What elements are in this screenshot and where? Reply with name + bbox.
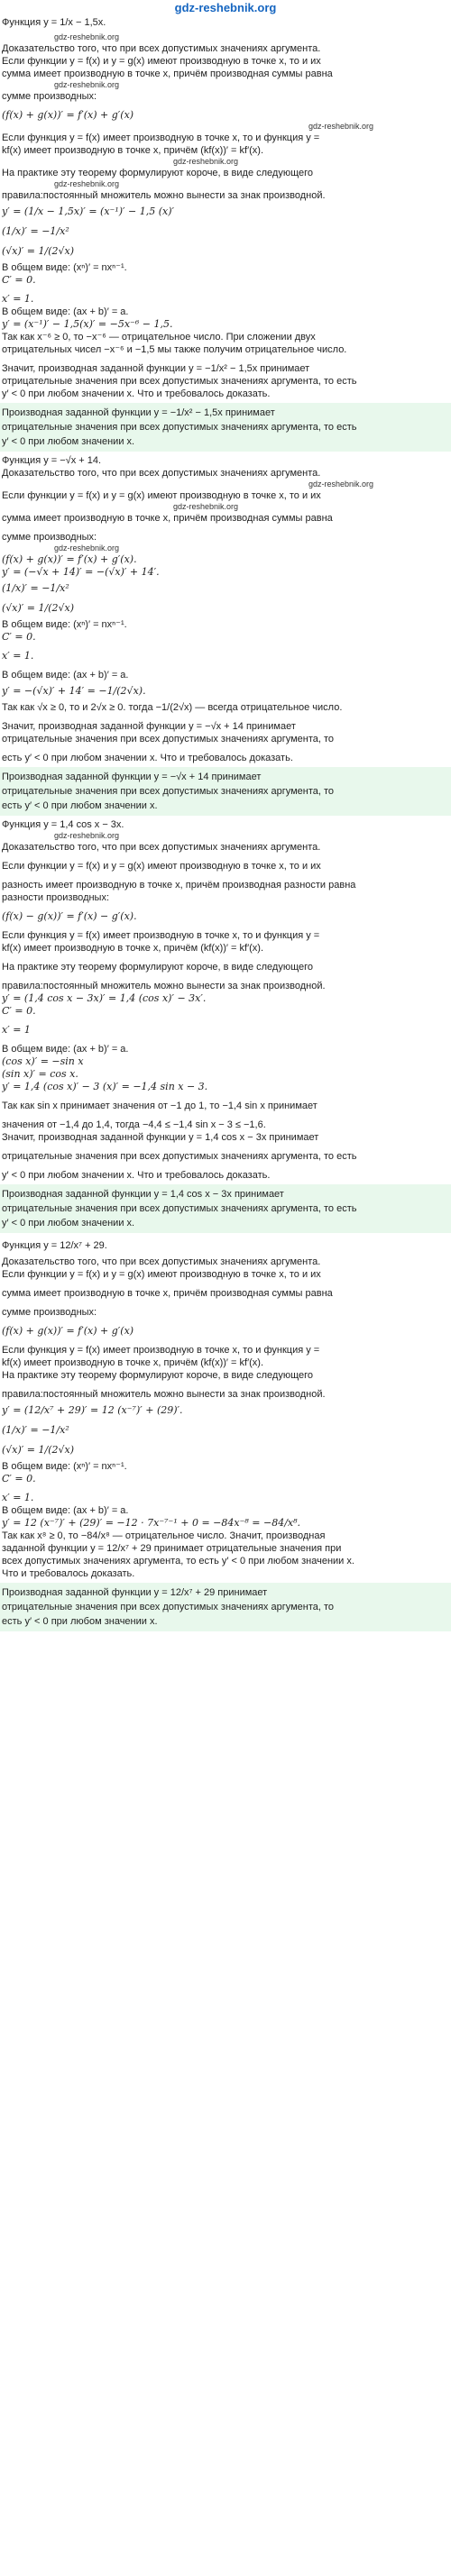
text-line: Если функция y = f(x) имеет производную в точке x, то и функция y = <box>2 930 320 941</box>
watermark: gdz-reshebnik.org <box>173 502 239 511</box>
text-line: Что и требовалось доказать. <box>2 1568 135 1579</box>
task-statement: Функция y = −√x + 14. <box>2 455 102 466</box>
formula-line: C′ = 0. <box>2 1005 36 1017</box>
formula-line: y′ = (1,4 cos x − 3x)′ = 1,4 (cos x)′ − 3x′. <box>2 992 207 1004</box>
watermark: gdz-reshebnik.org <box>308 122 374 131</box>
text-line: правила:постоянный множитель можно вынести за знак производной. <box>2 190 326 201</box>
formula-line: x′ = 1. <box>2 293 34 305</box>
text-line: значения от −1,4 до 1,4, тогда −4,4 ≤ −1,4 sin x − 3 ≤ −1,6. <box>2 1119 266 1130</box>
answer-line: y′ < 0 при любом значении x. <box>2 436 135 447</box>
text-line: отрицательные значения при всех допустимых значениях аргумента, то <box>2 734 335 744</box>
watermark: gdz-reshebnik.org <box>54 179 120 188</box>
text-line: Если функции y = f(x) и y = g(x) имеют производную в точке x, то и их <box>2 861 321 872</box>
text-line: Так как √x ≥ 0, то и 2√x ≥ 0. тогда −1/(2√x) — всегда отрицательное число. <box>2 702 343 713</box>
section-b <box>2 454 447 816</box>
text-line: kf(x) имеет производную в точке x, причём (kf(x))′ = kf′(x). <box>2 1357 264 1368</box>
answer-line: y′ < 0 при любом значении x. <box>2 1218 135 1229</box>
text-line: Если функции y = f(x) и y = g(x) имеют производную в точке x, то и их <box>2 490 321 501</box>
text-line: kf(x) имеет производную в точке x, причём (kf(x))′ = kf′(x). <box>2 943 264 954</box>
answer-line: есть y′ < 0 при любом значении x. <box>2 1616 158 1627</box>
text-line: В общем виде: (ax + b)′ = a. <box>2 1505 129 1516</box>
formula-line: C′ = 0. <box>2 274 36 286</box>
formula-line: x′ = 1. <box>2 1492 34 1503</box>
formula-line: C′ = 0. <box>2 631 36 643</box>
text-line: Значит, производная заданной функции y = −√x + 14 принимает <box>2 721 296 732</box>
answer-box <box>0 767 451 816</box>
formula-line: (√x)′ = 1/(2√x) <box>2 1444 75 1456</box>
formula-line: (cos x)′ = −sin x <box>2 1055 84 1067</box>
answer-line: Производная заданной функции y = 1,4 cos x − 3x принимает <box>2 1189 284 1200</box>
watermark: gdz-reshebnik.org <box>54 831 120 840</box>
text-line: правила:постоянный множитель можно вынести за знак производной. <box>2 1389 326 1400</box>
formula-line: x′ = 1. <box>2 650 34 662</box>
text-line: На практике эту теорему формулируют короче, в виде следующего <box>2 962 314 973</box>
answer-box <box>0 1184 451 1233</box>
formula-line: y′ = (−√x + 14)′ = −(√x)′ + 14′. <box>2 566 160 578</box>
text-line: сумма имеет производную в точке x, причём производная суммы равна <box>2 69 333 79</box>
text-line: сумме производных: <box>2 91 97 102</box>
formula-line: (f(x) + g(x))′ = f′(x) + g′(x). <box>2 553 137 565</box>
text-line: Так как x⁻⁶ ≥ 0, то −x⁻⁶ — отрицательное число. При сложении двух <box>2 332 316 343</box>
text-line: Если функция y = f(x) имеет производную в точке x, то и функция y = <box>2 1345 320 1356</box>
formula-line: (1/x)′ = −1/x² <box>2 225 69 237</box>
text-line: В общем виде: (xⁿ)′ = nxⁿ⁻¹. <box>2 619 127 630</box>
watermark: gdz-reshebnik.org <box>308 480 374 489</box>
formula-line: (√x)′ = 1/(2√x) <box>2 245 75 257</box>
section-c <box>2 818 447 1233</box>
formula-line: y′ = (12/x⁷ + 29)′ = 12 (x⁻⁷)′ + (29)′. <box>2 1404 183 1416</box>
text-line: Так как sin x принимает значения от −1 до 1, то −1,4 sin x принимает <box>2 1101 318 1111</box>
formula-line: (f(x) + g(x))′ = f′(x) + g′(x) <box>2 109 134 121</box>
task-statement: Функция y = 1,4 cos x − 3x. <box>2 819 124 830</box>
answer-box <box>0 1583 451 1631</box>
watermark: gdz-reshebnik.org <box>54 80 120 89</box>
text-line: y′ < 0 при любом значении x. Что и требовалось доказать. <box>2 388 271 399</box>
text-line: отрицательные значения при всех допустимых значениях аргумента, то есть <box>2 376 357 387</box>
text-line: В общем виде: (xⁿ)′ = nxⁿ⁻¹. <box>2 1461 127 1472</box>
formula-line: (1/x)′ = −1/x² <box>2 582 69 594</box>
watermark: gdz-reshebnik.org <box>173 157 239 166</box>
answer-line: отрицательные значения при всех допустимых значениях аргумента, то есть <box>2 1203 357 1214</box>
text-line: отрицательных чисел −x⁻⁶ и −1,5 мы также получим отрицательное число. <box>2 344 347 355</box>
text-line: В общем виде: (ax + b)′ = a. <box>2 1044 129 1055</box>
answer-line: Производная заданной функции y = −√x + 14 принимает <box>2 772 262 782</box>
text-line: Доказательство того, что при всех допустимых значениях аргумента. <box>2 842 321 853</box>
formula-line: y′ = (x⁻¹)′ − 1,5(x)′ = −5x⁻⁶ − 1,5. <box>2 318 173 330</box>
text-line: Если функции y = f(x) и y = g(x) имеют производную в точке x, то и их <box>2 1269 321 1280</box>
text-line: В общем виде: (ax + b)′ = a. <box>2 670 129 681</box>
formula-line: y′ = −(√x)′ + 14′ = −1/(2√x). <box>2 685 146 697</box>
text-line: В общем виде: (ax + b)′ = a. <box>2 306 129 317</box>
answer-line: Производная заданной функции y = 12/x⁷ + 29 принимает <box>2 1587 268 1598</box>
text-line: есть y′ < 0 при любом значении x. Что и требовалось доказать. <box>2 753 293 763</box>
formula-line: (sin x)′ = cos x. <box>2 1068 78 1080</box>
text-line: сумме производных: <box>2 1307 97 1318</box>
text-line: Доказательство того, что при всех допустимых значениях аргумента. <box>2 43 321 54</box>
text-line: Так как x⁸ ≥ 0, то −84/x⁸ — отрицательное число. Значит, производная <box>2 1530 326 1541</box>
formula-line: (f(x) + g(x))′ = f′(x) + g′(x) <box>2 1325 134 1337</box>
formula-line: y′ = 12 (x⁻⁷)′ + (29)′ = −12 · 7x⁻⁷⁻¹ + 0 = −84x⁻⁸ = −84/x⁸. <box>2 1517 301 1529</box>
text-line: всех допустимых значениях аргумента, то есть y′ < 0 при любом значении x. <box>2 1556 354 1567</box>
text-line: На практике эту теорему формулируют короче, в виде следующего <box>2 1370 314 1381</box>
formula-line: x′ = 1 <box>2 1024 31 1036</box>
text-line: отрицательные значения при всех допустимых значениях аргумента, то есть <box>2 1151 357 1162</box>
formula-line: y′ = 1,4 (cos x)′ − 3 (x)′ = −1,4 sin x − 3. <box>2 1081 208 1092</box>
answer-line: отрицательные значения при всех допустимых значениях аргумента, то <box>2 786 335 797</box>
answer-line: отрицательные значения при всех допустимых значениях аргумента, то <box>2 1602 335 1612</box>
formula-line: (1/x)′ = −1/x² <box>2 1424 69 1436</box>
answer-line: Производная заданной функции y = −1/x² − 1,5x принимает <box>2 407 275 418</box>
section-a <box>2 13 447 452</box>
text-line: Значит, производная заданной функции y = −1/x² − 1,5x принимает <box>2 363 310 374</box>
text-line: разности производных: <box>2 892 110 903</box>
text-line: разность имеет производную в точке x, причём производная разности равна <box>2 880 356 891</box>
text-line: y′ < 0 при любом значении x. Что и требовалось доказать. <box>2 1170 271 1181</box>
task-statement: Функция y = 12/x⁷ + 29. <box>2 1240 107 1251</box>
text-line: правила:постоянный множитель можно вынести за знак производной. <box>2 981 326 991</box>
formula-line: (√x)′ = 1/(2√x) <box>2 602 75 614</box>
formula-line: C′ = 0. <box>2 1473 36 1484</box>
text-line: Если функции y = f(x) и y = g(x) имеют производную в точке x, то и их <box>2 56 321 67</box>
text-line: В общем виде: (xⁿ)′ = nxⁿ⁻¹. <box>2 262 127 273</box>
text-line: сумме производных: <box>2 532 97 543</box>
solution-content <box>2 13 447 1634</box>
text-line: Если функция y = f(x) имеет производную в точке x, то и функция y = <box>2 132 320 143</box>
answer-line: отрицательные значения при всех допустимых значениях аргумента, то есть <box>2 422 357 433</box>
text-line: Доказательство того, что при всех допустимых значениях аргумента. <box>2 468 321 479</box>
text-line: На практике эту теорему формулируют короче, в виде следующего <box>2 168 314 178</box>
section-d <box>2 1236 447 1631</box>
formula-line: y′ = (1/x − 1,5x)′ = (x⁻¹)′ − 1,5 (x)′ <box>2 206 175 217</box>
formula-line: (f(x) − g(x))′ = f′(x) − g′(x). <box>2 910 137 922</box>
text-line: заданной функции y = 12/x⁷ + 29 принимает отрицательные значения при <box>2 1543 342 1554</box>
answer-box <box>0 403 451 452</box>
watermark: gdz-reshebnik.org <box>54 32 120 41</box>
task-statement: Функция y = 1/x − 1,5x. <box>2 17 106 28</box>
site-watermark-header: gdz-reshebnik.org <box>174 1 277 14</box>
text-line: Доказательство того, что при всех допустимых значениях аргумента. <box>2 1256 321 1267</box>
watermark: gdz-reshebnik.org <box>54 544 120 553</box>
answer-line: есть y′ < 0 при любом значении x. <box>2 800 158 811</box>
text-line: Значит, производная заданной функции y = 1,4 cos x − 3x принимает <box>2 1132 319 1143</box>
text-line: kf(x) имеет производную в точке x, причём (kf(x))′ = kf′(x). <box>2 145 264 156</box>
text-line: сумма имеет производную в точке x, причём производная суммы равна <box>2 513 333 524</box>
text-line: сумма имеет производную в точке x, причём производная суммы равна <box>2 1288 333 1299</box>
